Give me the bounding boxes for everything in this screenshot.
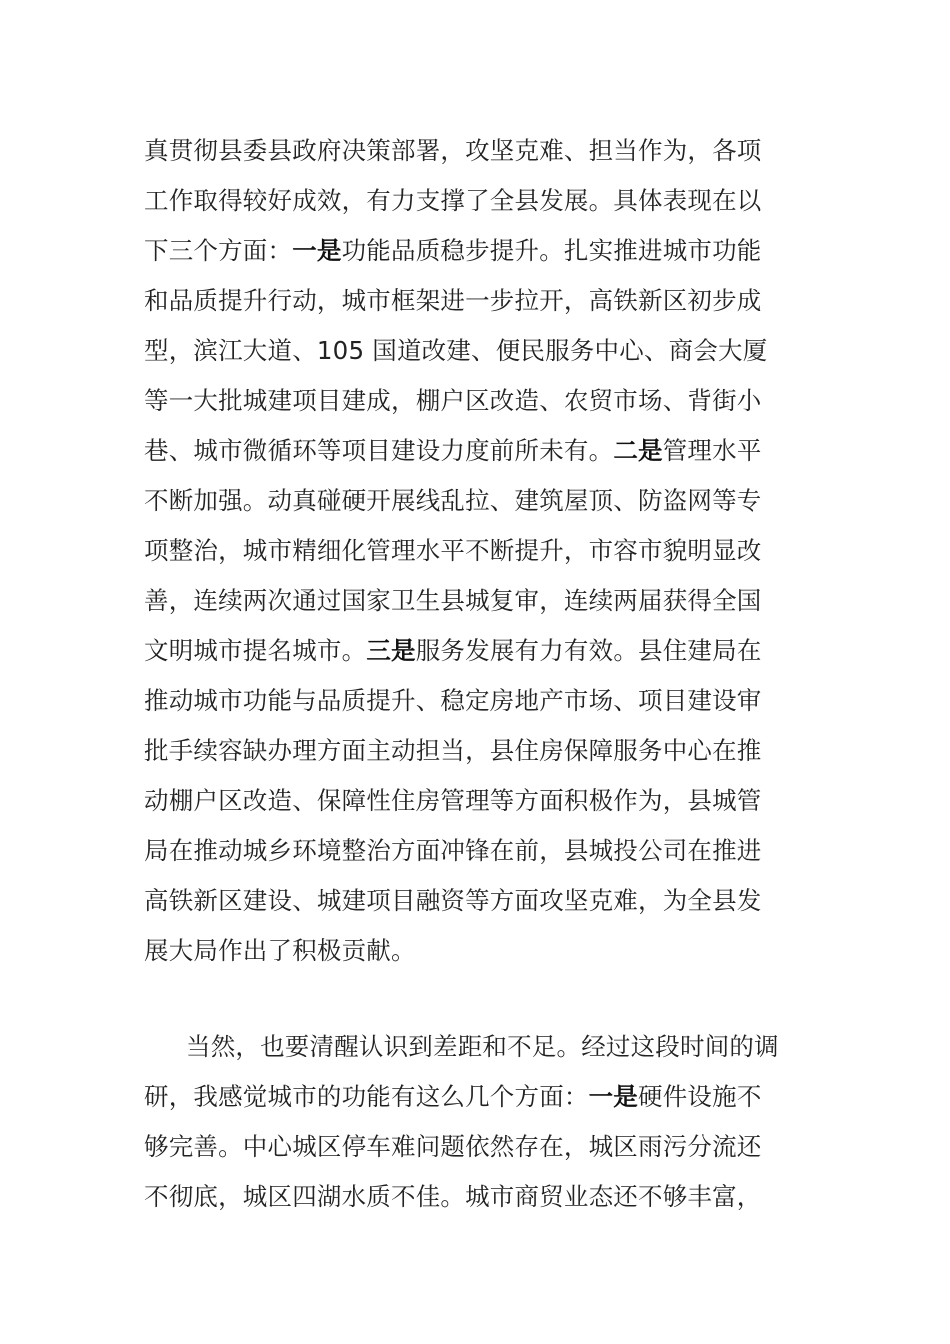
text-segment: 硬件设施不 (638, 1082, 762, 1111)
text-line (144, 126, 806, 176)
text-line (144, 1122, 806, 1172)
bold-marker-second: 二是 (613, 436, 663, 465)
text-line (144, 176, 806, 226)
text-line (144, 776, 806, 826)
text-segment: 展大局作出了积极贡献。 (144, 936, 416, 965)
text-line (144, 426, 806, 476)
paragraph-achievements (144, 126, 806, 976)
bold-marker-first: 一是 (292, 236, 342, 265)
text-segment: 研，我感觉城市的功能有这么几个方面： (144, 1082, 589, 1111)
text-line (144, 726, 806, 776)
text-line (144, 826, 806, 876)
text-segment: 当然，也要清醒认识到差距和不足。经过这段时间的调 (186, 1032, 779, 1061)
text-segment: 等一大批城建项目建成，棚户区改造、农贸市场、背街小 (144, 386, 762, 415)
text-segment: 服务发展有力有效。县住建局在 (415, 636, 762, 665)
text-segment: 巷、城市微循环等项目建设力度前所未有。 (144, 436, 614, 465)
text-segment: 善，连续两次通过国家卫生县城复审，连续两届获得全国 (144, 586, 762, 615)
text-segment: 型，滨江大道、105 国道改建、便民服务中心、商会大厦 (144, 336, 768, 365)
text-line-indented (144, 1022, 806, 1072)
text-segment: 下三个方面： (144, 236, 293, 265)
text-line (144, 876, 806, 926)
text-segment: 不断加强。动真碰硬开展线乱拉、建筑屋顶、防盗网等专 (144, 486, 762, 515)
text-segment: 动棚户区改造、保障性住房管理等方面积极作为，县城管 (144, 786, 762, 815)
text-line (144, 476, 806, 526)
text-segment: 文明城市提名城市。 (144, 636, 367, 665)
text-segment: 不彻底，城区四湖水质不佳。城市商贸业态还不够丰富， (144, 1182, 762, 1211)
text-line (144, 276, 806, 326)
text-line (144, 576, 806, 626)
text-segment: 局在推动城乡环境整治方面冲锋在前，县城投公司在推进 (144, 836, 762, 865)
text-line (144, 1072, 806, 1122)
text-line (144, 626, 806, 676)
text-segment: 功能品质稳步提升。扎实推进城市功能 (341, 236, 762, 265)
text-segment: 工作取得较好成效，有力支撑了全县发展。具体表现在以 (144, 186, 762, 215)
text-line (144, 226, 806, 276)
text-line (144, 1172, 806, 1222)
text-segment: 和品质提升行动，城市框架进一步拉开，高铁新区初步成 (144, 286, 762, 315)
text-line (144, 676, 806, 726)
text-line (144, 376, 806, 426)
text-segment: 真贯彻县委县政府决策部署，攻坚克难、担当作为，各项 (144, 136, 762, 165)
text-segment: 够完善。中心城区停车难问题依然存在，城区雨污分流还 (144, 1132, 762, 1161)
text-segment: 项整治，城市精细化管理水平不断提升，市容市貌明显改 (144, 536, 762, 565)
paragraph-shortcomings (144, 1022, 806, 1222)
text-line (144, 526, 806, 576)
text-line (144, 926, 806, 976)
text-segment: 批手续容缺办理方面主动担当，县住房保障服务中心在推 (144, 736, 762, 765)
text-line (144, 326, 806, 376)
bold-marker-first: 一是 (588, 1082, 639, 1111)
text-segment: 管理水平 (662, 436, 762, 465)
text-segment: 推动城市功能与品质提升、稳定房地产市场、项目建设审 (144, 686, 762, 715)
bold-marker-third: 三是 (366, 636, 416, 665)
text-segment: 高铁新区建设、城建项目融资等方面攻坚克难，为全县发 (144, 886, 762, 915)
